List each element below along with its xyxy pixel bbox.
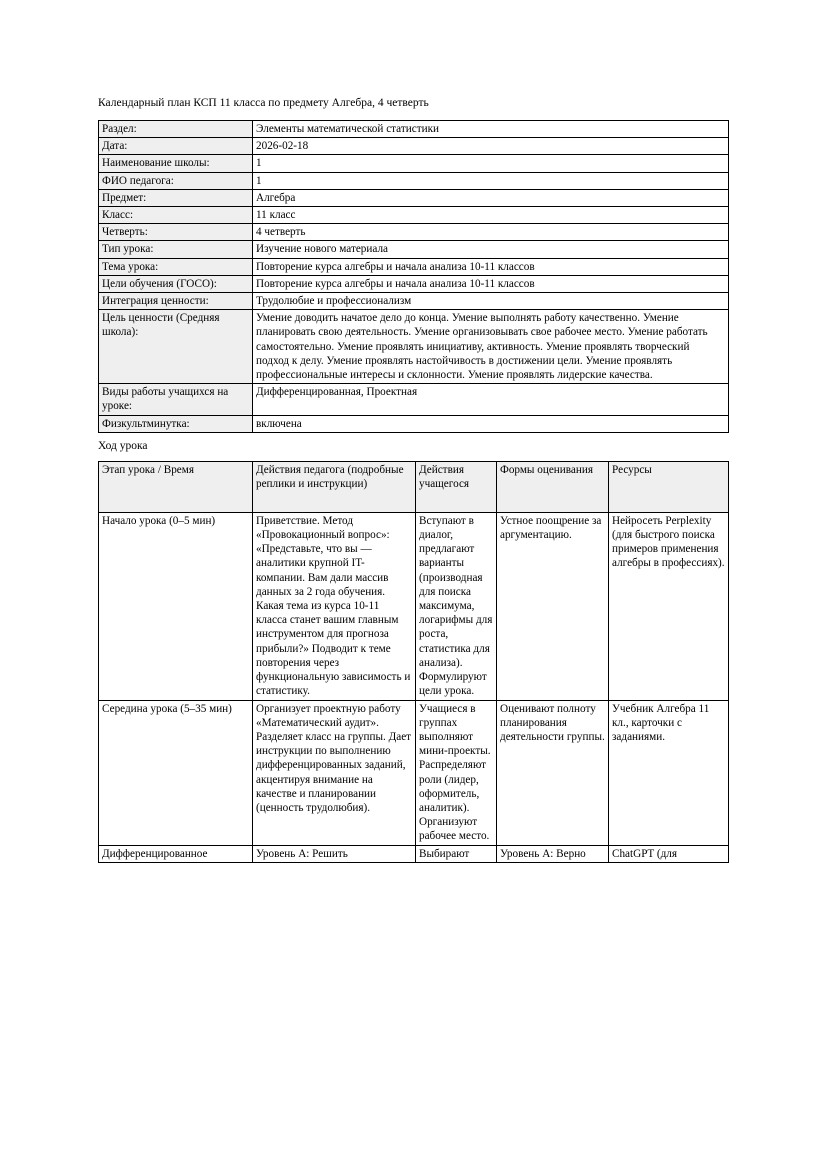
table-row bbox=[99, 512, 729, 700]
info-label: Тип урока: bbox=[99, 241, 253, 258]
column-header-resources: Ресурсы bbox=[609, 461, 729, 512]
info-label: Четверть: bbox=[99, 224, 253, 241]
table-row bbox=[99, 310, 729, 384]
table-row bbox=[99, 241, 729, 258]
info-label: Наименование школы: bbox=[99, 155, 253, 172]
column-header-stage: Этап урока / Время bbox=[99, 461, 253, 512]
table-row bbox=[99, 258, 729, 275]
info-label: Цели обучения (ГОСО): bbox=[99, 275, 253, 292]
table-row bbox=[99, 224, 729, 241]
cell-assessment: Оценивают полноту планирования деятельности группы. bbox=[497, 700, 609, 845]
info-value: Алгебра bbox=[253, 189, 729, 206]
info-value: включена bbox=[253, 415, 729, 432]
info-label: Цель ценности (Средняя школа): bbox=[99, 310, 253, 384]
lesson-info-body bbox=[99, 121, 729, 433]
info-value: Повторение курса алгебры и начала анализа 10-11 классов bbox=[253, 275, 729, 292]
table-row bbox=[99, 138, 729, 155]
lesson-info-table bbox=[98, 120, 729, 433]
info-label: Раздел: bbox=[99, 121, 253, 138]
info-value: Повторение курса алгебры и начала анализа 10-11 классов bbox=[253, 258, 729, 275]
cell-assessment: Уровень А: Верно bbox=[497, 845, 609, 862]
info-label: Предмет: bbox=[99, 189, 253, 206]
info-value: Изучение нового материала bbox=[253, 241, 729, 258]
table-row bbox=[99, 121, 729, 138]
table-row bbox=[99, 384, 729, 415]
info-label: Интеграция ценности: bbox=[99, 293, 253, 310]
cell-stage: Начало урока (0–5 мин) bbox=[99, 512, 253, 700]
info-value: 1 bbox=[253, 155, 729, 172]
lesson-flow-header bbox=[99, 461, 729, 512]
document-content bbox=[98, 96, 728, 863]
page-title: Календарный план КСП 11 класса по предмету Алгебра, 4 четверть bbox=[98, 97, 429, 109]
lesson-flow-heading: Ход урока bbox=[98, 439, 148, 452]
cell-resources: ChatGPT (для bbox=[609, 845, 729, 862]
table-row bbox=[99, 155, 729, 172]
info-value: Элементы математической статистики bbox=[253, 121, 729, 138]
table-row bbox=[99, 275, 729, 292]
cell-teacher-actions: Уровень А: Решить bbox=[253, 845, 416, 862]
cell-student-actions: Вступают в диалог, предлагают варианты (производная для поиска максимума, логарифмы для роста, статистика для анализа). Формулируют цели урока. bbox=[416, 512, 497, 700]
table-row bbox=[99, 207, 729, 224]
cell-teacher-actions: Приветствие. Метод «Провокационный вопрос»: «Представьте, что вы — аналитики крупной IT-компании. Вам дали массив данных за 2 года обучения. Какая тема из курса 10-11 класса станет вашим главным инструментом для прогноза прибыли?» Подводит к теме повторения через функциональную зависимость и статистику. bbox=[253, 512, 416, 700]
info-value: Дифференцированная, Проектная bbox=[253, 384, 729, 415]
info-value: 2026-02-18 bbox=[253, 138, 729, 155]
info-value: 4 четверть bbox=[253, 224, 729, 241]
table-row bbox=[99, 293, 729, 310]
info-value: Умение доводить начатое дело до конца. Умение выполнять работу качественно. Умение планировать свою деятельность. Умение организовывать свое рабочее место. Умение работать самостоятельно. Умение проявлять инициативу, активность. Умение проявлять творческий подход к делу. Умение проявлять настойчивость в достижении цели. Умение проявлять профессиональные интересы и склонности. Умение проявлять лидерские качества. bbox=[253, 310, 729, 384]
info-label: Дата: bbox=[99, 138, 253, 155]
cell-resources: Учебник Алгебра 11 кл., карточки с заданиями. bbox=[609, 700, 729, 845]
cell-student-actions: Выбирают bbox=[416, 845, 497, 862]
info-value: 1 bbox=[253, 172, 729, 189]
info-value: Трудолюбие и профессионализм bbox=[253, 293, 729, 310]
column-header-student-actions: Действия учащегося bbox=[416, 461, 497, 512]
info-label: Физкультминутка: bbox=[99, 415, 253, 432]
info-label: ФИО педагога: bbox=[99, 172, 253, 189]
lesson-flow-body bbox=[99, 512, 729, 862]
cell-student-actions: Учащиеся в группах выполняют мини-проекты. Распределяют роли (лидер, оформитель, аналитик). Организуют рабочее место. bbox=[416, 700, 497, 845]
info-value: 11 класс bbox=[253, 207, 729, 224]
table-header-row bbox=[99, 461, 729, 512]
table-row bbox=[99, 172, 729, 189]
info-label: Класс: bbox=[99, 207, 253, 224]
info-label: Виды работы учащихся на уроке: bbox=[99, 384, 253, 415]
cell-teacher-actions: Организует проектную работу «Математический аудит». Разделяет класс на группы. Дает инструкции по выполнению дифференцированных заданий, акцентируя внимание на качестве и планировании (ценность трудолюбия). bbox=[253, 700, 416, 845]
column-header-assessment: Формы оценивания bbox=[497, 461, 609, 512]
lesson-flow-table bbox=[98, 461, 729, 863]
cell-stage: Дифференцированное bbox=[99, 845, 253, 862]
table-row bbox=[99, 845, 729, 862]
table-row bbox=[99, 415, 729, 432]
table-row bbox=[99, 700, 729, 845]
info-label: Тема урока: bbox=[99, 258, 253, 275]
column-header-teacher-actions: Действия педагога (подробные реплики и инструкции) bbox=[253, 461, 416, 512]
cell-assessment: Устное поощрение за аргументацию. bbox=[497, 512, 609, 700]
cell-resources: Нейросеть Perplexity (для быстрого поиска примеров применения алгебры в профессиях). bbox=[609, 512, 729, 700]
cell-stage: Середина урока (5–35 мин) bbox=[99, 700, 253, 845]
table-row bbox=[99, 189, 729, 206]
